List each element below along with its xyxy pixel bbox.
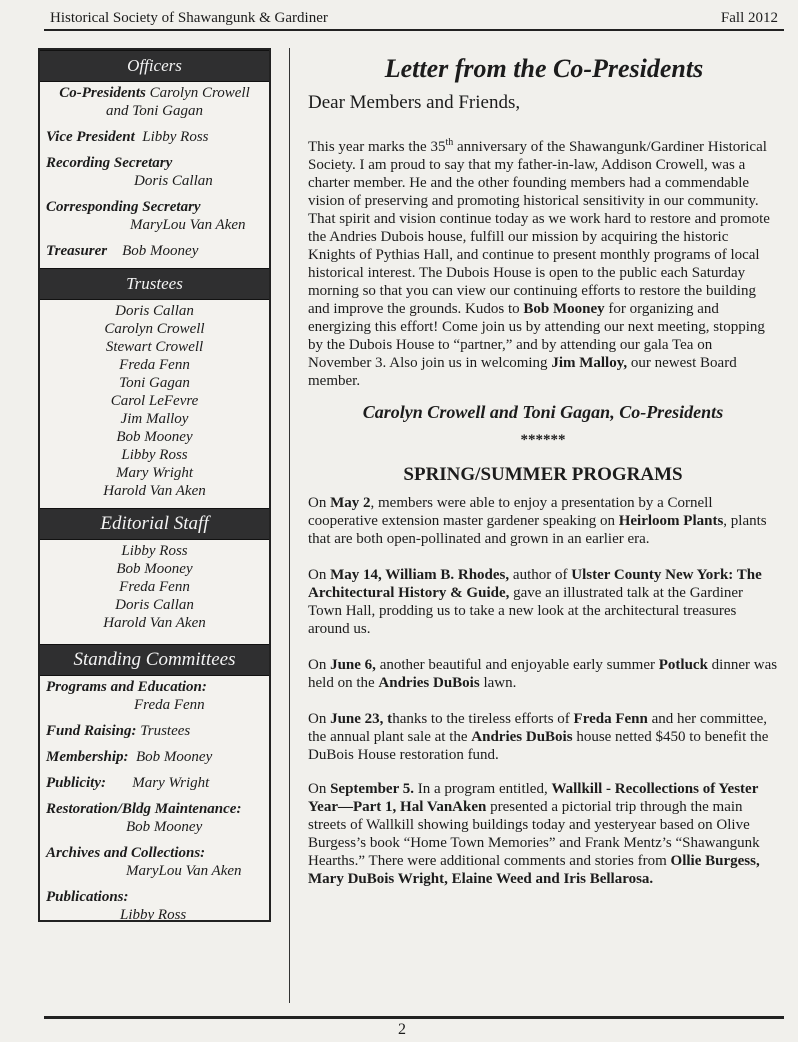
committee-name: MaryLou Van Aken: [126, 863, 242, 879]
text-run: anniversary of the Shawangunk/Gardiner Historical Society. I am proud to say that my father-in-law, Addison Crowell, was a charter member. He and the other founding members had a commendable vision of preserving and promoting historical sensitivity in our community. That spirit and vision continue today as we work hard to restore and promote the Andries Dubois house, fulfill our mission by acquiring the historic Knights of Pythias Hall, and continue to present monthly programs of local historical interest. The Dubois House is open to the public each Saturday morning so that you can view our continuing efforts to restore the building and improve the grounds. Kudos to: [308, 139, 770, 317]
committee-role: Publicity:: [46, 775, 106, 791]
trustee-name: Doris Callan: [115, 303, 194, 319]
bold-run: Andries DuBois: [471, 729, 573, 745]
committee-name: Mary Wright: [132, 775, 210, 791]
officer-entry-cont: [46, 216, 263, 234]
committees-heading: Standing Committees: [40, 644, 269, 676]
committee-name: Trustees: [140, 723, 191, 739]
bold-run: Ollie Burgess, Mary DuBois Wright, Elaine Weed and Iris Bellarosa.: [308, 853, 760, 887]
header-rule: [44, 29, 784, 31]
column-divider: [289, 48, 290, 1003]
text-run: hanks to the tireless efforts of: [392, 711, 574, 727]
editor-name: Doris Callan: [115, 597, 194, 613]
bold-run: Andries DuBois: [378, 675, 480, 691]
letter-body: [308, 134, 778, 390]
text-run: lawn.: [479, 675, 517, 691]
officer-role: Co-Presidents: [59, 85, 146, 101]
text-run: On: [308, 711, 331, 727]
salutation: Dear Members and Friends,: [308, 92, 521, 113]
committee-entry: [46, 722, 263, 740]
committee-entry: [46, 800, 263, 818]
trustee-name: Libby Ross: [121, 447, 188, 463]
bold-run: June 23, t: [330, 711, 393, 727]
editor-name: Libby Ross: [121, 543, 188, 559]
officers-list: [40, 82, 269, 268]
editorial-heading: Editorial Staff: [40, 508, 269, 540]
bold-run: Heirloom Plants: [618, 513, 724, 529]
committee-entry: [46, 678, 263, 696]
editorial-list: [40, 540, 269, 644]
trustee-name: Harold Van Aken: [103, 483, 206, 499]
editor-name: Freda Fenn: [119, 579, 190, 595]
text-run: and her committee, the annual plant sale at the: [308, 711, 767, 745]
committee-name: Bob Mooney: [136, 749, 213, 765]
editor-name: Bob Mooney: [116, 561, 193, 577]
bold-run: May 14, William B. Rhodes,: [330, 567, 510, 583]
text-run: another beautiful and enjoyable early summer: [375, 657, 659, 673]
officer-role: Corresponding Secretary: [46, 199, 201, 215]
bold-name: Jim Malloy,: [551, 355, 628, 371]
program-item: [308, 566, 778, 638]
text-run: On: [308, 495, 331, 511]
editor-name: Harold Van Aken: [103, 615, 206, 631]
committee-name: Freda Fenn: [134, 697, 205, 713]
trustee-name: Jim Malloy: [120, 411, 189, 427]
officer-entry: [46, 84, 263, 102]
trustee-name: Freda Fenn: [119, 357, 190, 373]
committee-role: Programs and Education:: [46, 679, 207, 695]
officer-name: Libby Ross: [142, 129, 209, 145]
committees-list: [40, 676, 269, 924]
trustee-name: Stewart Crowell: [105, 339, 204, 355]
separator-stars: ******: [520, 432, 566, 448]
committee-role: Fund Raising:: [46, 723, 137, 739]
text-run: , plants that are both open-pollinated and grown in an earlier era.: [308, 513, 767, 547]
bold-run: Wallkill - Recollections of Yester Year—Part 1, Hal VanAken: [308, 781, 759, 815]
officer-entry: [46, 198, 263, 216]
trustee-name: Carolyn Crowell: [104, 321, 205, 337]
committee-entry: [46, 844, 263, 862]
committee-role: Publications:: [46, 889, 129, 905]
committee-role: Membership:: [46, 749, 129, 765]
committee-entry-cont: [46, 906, 263, 924]
officer-name: Carolyn Crowell: [149, 85, 250, 101]
text-run: On: [308, 567, 331, 583]
officer-entry: [46, 128, 263, 146]
officer-entry-cont: [46, 102, 263, 120]
bold-run: September 5.: [330, 781, 414, 797]
program-item: [308, 780, 778, 888]
superscript: th: [445, 137, 454, 148]
sidebar-box: [38, 48, 271, 922]
bold-name: Bob Mooney: [523, 301, 605, 317]
text-run: presented a pictorial trip through the main streets of Wallkill showing buildings today and yesteryear based on Olive Burgess’s book “Home Town Memories” and Frank Mentz’s “Shawangunk Hearths.” There were additional comments and stories from: [308, 799, 760, 869]
text-run: gave an illustrated talk at the Gardiner Town Hall, prodding us to take a new look at the architectural treasures around us.: [308, 585, 744, 637]
officer-name: and Toni Gagan: [106, 103, 203, 119]
committee-entry-cont: [46, 862, 263, 880]
bold-run: May 2: [330, 495, 371, 511]
text-run: for organizing and energizing this effort! Come join us by attending our next meeting, stopping by the Dubois House to “partner,” and by attending our gala Tea on November 3. Also join us in welcoming: [308, 301, 765, 371]
committee-entry-cont: [46, 696, 263, 714]
programs-heading: SPRING/SUMMER PROGRAMS: [403, 464, 683, 485]
committee-entry: [46, 748, 263, 766]
committee-entry: [46, 888, 263, 906]
bold-run: June 6,: [330, 657, 376, 673]
committee-entry-cont: [46, 818, 263, 836]
text-run: author of: [509, 567, 572, 583]
officer-entry: [46, 154, 263, 172]
bold-run: Ulster County New York: The Architectural History & Guide,: [308, 567, 762, 601]
officer-name: Doris Callan: [134, 173, 213, 189]
text-run: our newest Board member.: [308, 355, 737, 389]
officers-heading: Officers: [40, 50, 269, 82]
officer-name: Bob Mooney: [122, 243, 199, 259]
committee-entry: [46, 774, 263, 792]
text-run: On: [308, 657, 331, 673]
committee-role: Restoration/Bldg Maintenance:: [46, 801, 242, 817]
trustees-heading: Trustees: [40, 268, 269, 300]
bold-run: Potluck: [658, 657, 708, 673]
text-run: house netted $450 to benefit the DuBois House restoration fund.: [308, 729, 769, 763]
page-number: 2: [398, 1021, 406, 1038]
trustee-name: Carol LeFevre: [110, 393, 199, 409]
trustee-name: Toni Gagan: [119, 375, 190, 391]
issue-date: Fall 2012: [720, 10, 778, 26]
letter-signature: Carolyn Crowell and Toni Gagan, Co-Presidents: [362, 402, 724, 422]
officer-entry-cont: [46, 172, 263, 190]
trustees-list: [40, 300, 269, 508]
program-item: [308, 656, 778, 692]
officer-name: MaryLou Van Aken: [130, 217, 246, 233]
trustee-name: Bob Mooney: [116, 429, 193, 445]
officer-role: Treasurer: [46, 243, 108, 259]
committee-name: Bob Mooney: [126, 819, 203, 835]
text-run: This year marks the 35: [308, 139, 446, 155]
bold-run: Freda Fenn: [573, 711, 648, 727]
text-run: , members were able to enjoy a presentation by a Cornell cooperative extension master gardener speaking on: [308, 495, 713, 529]
text-run: dinner was held on the: [308, 657, 778, 691]
org-name: Historical Society of Shawangunk & Gardiner: [50, 10, 328, 26]
officer-entry: [46, 242, 263, 260]
officer-role: Recording Secretary: [46, 155, 173, 171]
committee-name: Libby Ross: [120, 907, 187, 923]
text-run: In a program entitled,: [413, 781, 552, 797]
program-item: [308, 710, 778, 764]
officer-role: Vice President: [46, 129, 135, 145]
footer-rule: [44, 1016, 784, 1019]
program-item: [308, 494, 778, 548]
trustee-name: Mary Wright: [115, 465, 194, 481]
committee-role: Archives and Collections:: [46, 845, 206, 861]
text-run: On: [308, 781, 331, 797]
letter-title: Letter from the Co-Presidents: [384, 54, 704, 83]
page-header: [50, 8, 778, 30]
